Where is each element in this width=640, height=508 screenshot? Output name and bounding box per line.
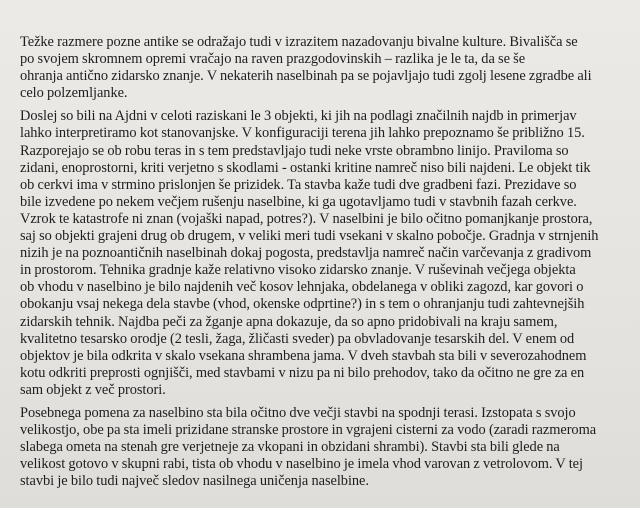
paragraph-late-antiquity — [20, 34, 626, 102]
text-line: saj so objekti grajeni drug ob drugem, v veliki meri tudi vsekani v skalno pobočje. Gradnja v strnjenih — [20, 228, 599, 245]
text-line: velikost gotovo v skupni rabi, tista ob vhodu v naselbino je imela vhod varovan z vetrolovom. V tej — [20, 456, 583, 473]
text-line: sam objekt z več prostori. — [20, 381, 166, 398]
text-line: obokanju vsaj nekega dela stavbe (vhod, okenske odprtine?) in s tem o ohranjanju tudi zahtevnejših — [20, 296, 585, 313]
text-line: ohranja antično zidarsko znanje. V nekaterih naselbinah pa se pojavljajo tudi zgolj lesene zgradbe ali — [20, 68, 592, 85]
text-line: zidarskih tehnik. Najdba peči za žganje apna dokazuje, da so apno pridobivali na kraju samem, — [20, 313, 558, 330]
text-line: ob cerkvi ima v strmino prislonjen še prizidek. Ta stavba kaže tudi dve gradbeni fazi. Prezidave so — [20, 176, 577, 193]
text-line: Težke razmere pozne antike se odražajo tudi v izrazitem nazadovanju bivalne kulture. Bivališča se — [20, 34, 578, 50]
text-line: stavbi je bilo tudi največ sledov nasilnega uničenja naselbine. — [20, 473, 369, 490]
text-line: bile izvedene po nekem večjem rušenju naselbine, ki ga ugotavljamo tudi v stavbnih fazah cerkve. — [20, 193, 577, 210]
text-line: po svojem skromnem opremi vračajo na raven prazgodovinskih – razlika je le ta, da se še — [20, 51, 526, 68]
text-line: Doslej so bili na Ajdni v celoti raziskani le 3 objekti, ki jih na podlagi značilnih najdb in primerjav — [20, 108, 577, 125]
text-line: kvalitetno tesarsko orodje (2 tesli, žaga, žličasti sveder) pa obvladovanje tesarskih del. V enem od — [20, 330, 575, 347]
text-line: in prostorom. Tehnika gradnje kaže relativno visoko zidarsko znanje. V ruševinah večjega objekta — [20, 262, 576, 279]
text-line: objektov je bila odkrita v skalo vsekana shrambena jama. V dveh stavbah sta bili v severozahodnem — [20, 347, 587, 364]
text-line: Vzrok te katastrofe ni znan (vojaški napad, potres?). V naselbini je bilo očitno pomanjkanje prostora, — [20, 210, 593, 227]
text-line: velikostjo, obe pa sta imeli prizidane stranske prostore in vgrajeni cisterni za vodo (zaradi razmeroma — [20, 422, 597, 439]
text-line: kotu odkriti preprosti ognjišči, med stavbami v nizu pa ni bilo prehodov, tako da očitno ne gre za en — [20, 364, 585, 381]
text-line: lahko interpretiramo kot stanovanjske. V konfiguraciji terena jih lahko prepoznamo še približno 15. — [20, 125, 585, 142]
text-line: Razporejajo se ob robu teras in s tem predstavljajo tudi neke vrste obrambno linijo. Praviloma so — [20, 142, 569, 159]
text-line: ob vhodu v naselbino je bilo najdenih več kosov lehnjaka, obdelanega v obliki zagozd, kar govori o — [20, 279, 584, 296]
text-line: Posebnega pomena za naselbino sta bila očitno dve večji stavbi na spodnji terasi. Izstopata s svojo — [20, 404, 576, 421]
paragraph-ajdna-objects — [20, 108, 626, 399]
text-line: celo polzemljanke. — [20, 85, 128, 102]
paragraph-lower-terrace — [20, 405, 626, 490]
text-line: zidani, enoprostorni, kriti verjetno s skodlami - ostanki kritine namreč niso bili najdeni. Le objekt tik — [20, 159, 591, 176]
text-line: nizih je na poznoantičnih naselbinah dokaj pogosta, predstavlja namreč način varčevanja z gradivom — [20, 245, 592, 262]
text-line: slabega ometa na stenah gre verjetneje za vkopani in obzidani shrambi). Stavbi sta bili glede na — [20, 439, 560, 456]
